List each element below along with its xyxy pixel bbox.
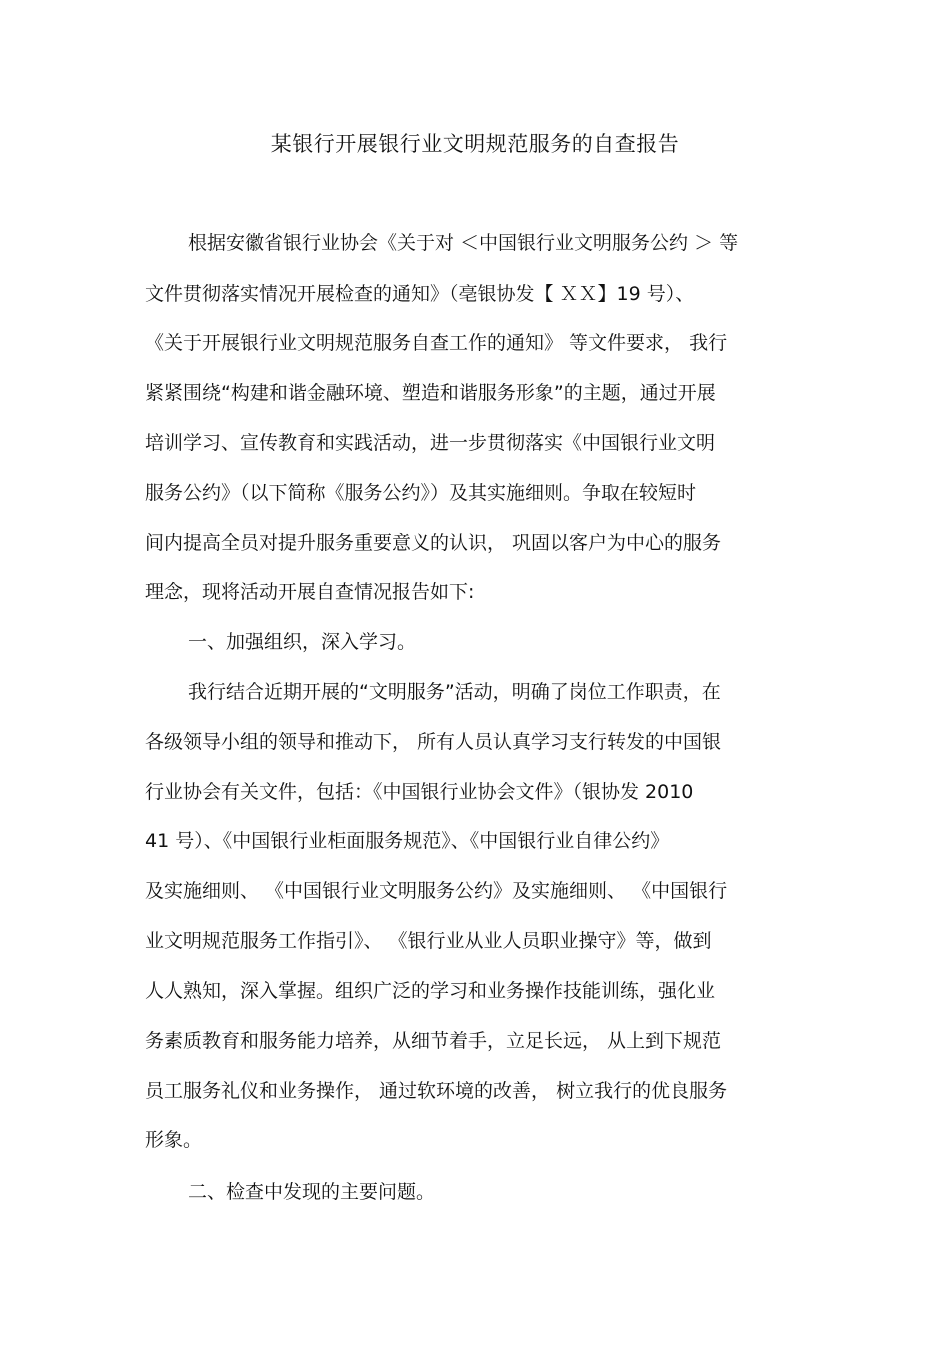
paragraph-line: 及实施细则、 《中国银行业文明服务公约》及实施细则、 《中国银行: [145, 880, 728, 902]
paragraph-line: 员工服务礼仪和业务操作， 通过软环境的改善， 树立我行的优良服务: [145, 1080, 728, 1102]
paragraph-line: 形象。: [145, 1129, 203, 1151]
paragraph-line: 业文明规范服务工作指引》、 《银行业从业人员职业操守》等，做到: [145, 930, 712, 952]
section-heading-2: 二、检查中发现的主要问题。: [188, 1181, 436, 1203]
paragraph-line: 服务公约》（以下简称《服务公约》）及其实施细则。争取在较短时: [145, 482, 697, 504]
section-heading-1: 一、加强组织，深入学习。: [188, 631, 417, 653]
paragraph-line: 文件贯彻落实情况开展检查的通知》（亳银协发【 ＸＸ】19 号）、: [145, 283, 695, 305]
paragraph-line: 各级领导小组的领导和推动下， 所有人员认真学习支行转发的中国银: [145, 731, 722, 753]
paragraph-line: 培训学习、宣传教育和实践活动，进一步贯彻落实《中国银行业文明: [145, 432, 716, 454]
paragraph-line: 《关于开展银行业文明规范服务自查工作的通知》 等文件要求， 我行: [145, 332, 728, 354]
paragraph-line: 行业协会有关文件，包括：《中国银行业协会文件》（银协发 2010: [145, 781, 694, 803]
document-title: 某银行开展银行业文明规范服务的自查报告: [270, 132, 680, 156]
paragraph-line: 理念，现将活动开展自查情况报告如下:: [145, 581, 475, 603]
paragraph-line: 我行结合近期开展的“文明服务”活动，明确了岗位工作职责，在: [188, 681, 721, 703]
paragraph-line: 紧紧围绕“构建和谐金融环境、塑造和谐服务形象”的主题，通过开展: [145, 382, 716, 404]
paragraph-line: 务素质教育和服务能力培养，从细节着手，立足长远， 从上到下规范: [145, 1030, 722, 1052]
paragraph-line: 人人熟知，深入掌握。组织广泛的学习和业务操作技能训练，强化业: [145, 980, 716, 1002]
paragraph-line: 间内提高全员对提升服务重要意义的认识， 巩固以客户为中心的服务: [145, 532, 722, 554]
paragraph-line: 根据安徽省银行业协会《关于对 ＜中国银行业文明服务公约 ＞ 等: [188, 232, 739, 254]
paragraph-line: 41 号）、《中国银行业柜面服务规范》、《中国银行业自律公约》: [145, 830, 670, 852]
